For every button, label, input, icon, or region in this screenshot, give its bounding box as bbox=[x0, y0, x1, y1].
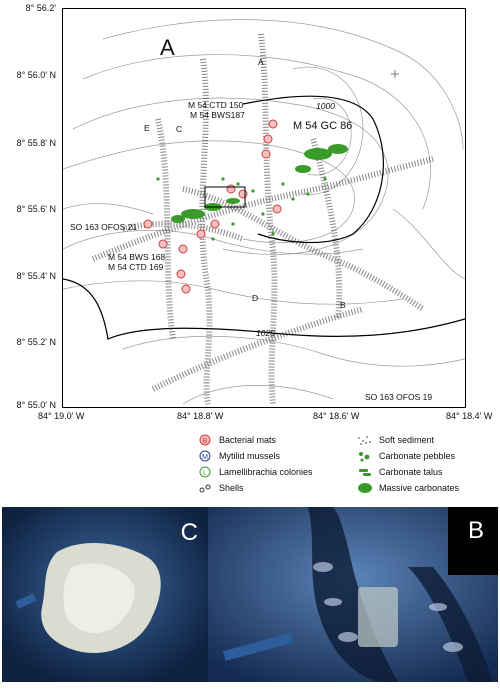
track-letter: B bbox=[340, 300, 346, 310]
legend-label: Bacterial mats bbox=[219, 435, 277, 445]
station-label-bws187: M 54 BWS187 bbox=[190, 110, 245, 120]
depth-contours bbox=[63, 20, 465, 404]
panel-label-a: A bbox=[160, 35, 175, 60]
x-axis-label: 84° 18.6' W bbox=[313, 411, 360, 421]
x-axis-label: 84° 19.0' W bbox=[38, 411, 85, 421]
legend-label: Carbonate talus bbox=[379, 467, 443, 477]
legend-item-mytilid-mussels bbox=[197, 449, 280, 463]
svg-text:M: M bbox=[202, 454, 208, 461]
lamellibrachia-icon bbox=[197, 466, 213, 478]
soft-sediment-icon bbox=[357, 434, 373, 446]
track-letter: E bbox=[144, 123, 150, 133]
photo-panel-b bbox=[208, 507, 498, 682]
y-axis-label: 8° 55.0' N bbox=[16, 400, 56, 410]
station-label-ofos19: SO 163 OFOS 19 bbox=[365, 392, 433, 402]
legend-label: Soft sediment bbox=[379, 435, 435, 445]
legend-item-carbonate-talus bbox=[357, 465, 443, 479]
legend-item-lamellibrachia bbox=[197, 465, 313, 479]
svg-text:B: B bbox=[202, 438, 208, 445]
panel-label-c: C bbox=[180, 519, 198, 546]
photo-panel-c bbox=[2, 507, 208, 682]
carbonate-talus-icon bbox=[357, 466, 373, 478]
legend-item-soft-sediment bbox=[357, 433, 434, 447]
legend-label: Massive carbonates bbox=[379, 483, 460, 493]
shells-icon bbox=[197, 482, 213, 494]
carbonate-photo bbox=[2, 507, 208, 682]
y-axis-label: 8° 56.0' N bbox=[16, 70, 56, 80]
bathymetric-map bbox=[62, 8, 466, 408]
legend-item-bacterial-mats bbox=[197, 433, 276, 447]
legend-item-carbonate-pebbles bbox=[357, 449, 455, 463]
contour-label-1025: 1025 bbox=[256, 328, 275, 338]
x-axis-label: 84° 18.4' W bbox=[446, 411, 493, 421]
contour-label-1000: 1000 bbox=[316, 101, 335, 111]
y-axis-label: 8° 56.2' bbox=[25, 3, 56, 13]
carbonate-patches bbox=[171, 144, 348, 223]
track-letter: C bbox=[176, 124, 183, 134]
svg-text:L: L bbox=[203, 470, 207, 477]
station-label-bws168: M 54 BWS 168 bbox=[108, 252, 166, 262]
station-label-ctd150: M 54 CTD 150 bbox=[188, 100, 244, 110]
mussel-photo bbox=[208, 507, 498, 682]
legend-label: Lamellibrachia colonies bbox=[219, 467, 313, 477]
y-axis-label: 8° 55.6' N bbox=[16, 204, 56, 214]
carbonate-pebbles-icon bbox=[357, 450, 373, 462]
map-legend bbox=[197, 431, 467, 499]
station-label-ctd169: M 54 CTD 169 bbox=[108, 262, 164, 272]
legend-label: Mytilid mussels bbox=[219, 451, 281, 461]
x-axis-label: 84° 18.8' W bbox=[177, 411, 224, 421]
legend-label: Carbonate pebbles bbox=[379, 451, 456, 461]
track-letter: A bbox=[258, 57, 264, 67]
panel-label-b: B bbox=[467, 517, 484, 544]
legend-item-massive-carbonates bbox=[357, 481, 459, 495]
y-axis-label: 8° 55.8' N bbox=[16, 138, 56, 148]
y-axis-label: 8° 55.2' N bbox=[16, 337, 56, 347]
survey-tracks bbox=[93, 34, 433, 404]
station-label-ofos21: SO 163 OFOS 21 bbox=[70, 222, 138, 232]
y-axis-label: 8° 55.4' N bbox=[16, 271, 56, 281]
legend-item-shells bbox=[197, 481, 244, 495]
massive-carbonates-icon bbox=[357, 482, 373, 494]
station-label-gc86: M 54 GC 86 bbox=[293, 120, 353, 132]
map-drawing bbox=[63, 9, 465, 407]
track-letter: D bbox=[252, 293, 259, 303]
mytilid-mussel-icon bbox=[197, 450, 213, 462]
bacterial-mat-icon bbox=[197, 434, 213, 446]
legend-label: Shells bbox=[219, 483, 244, 493]
